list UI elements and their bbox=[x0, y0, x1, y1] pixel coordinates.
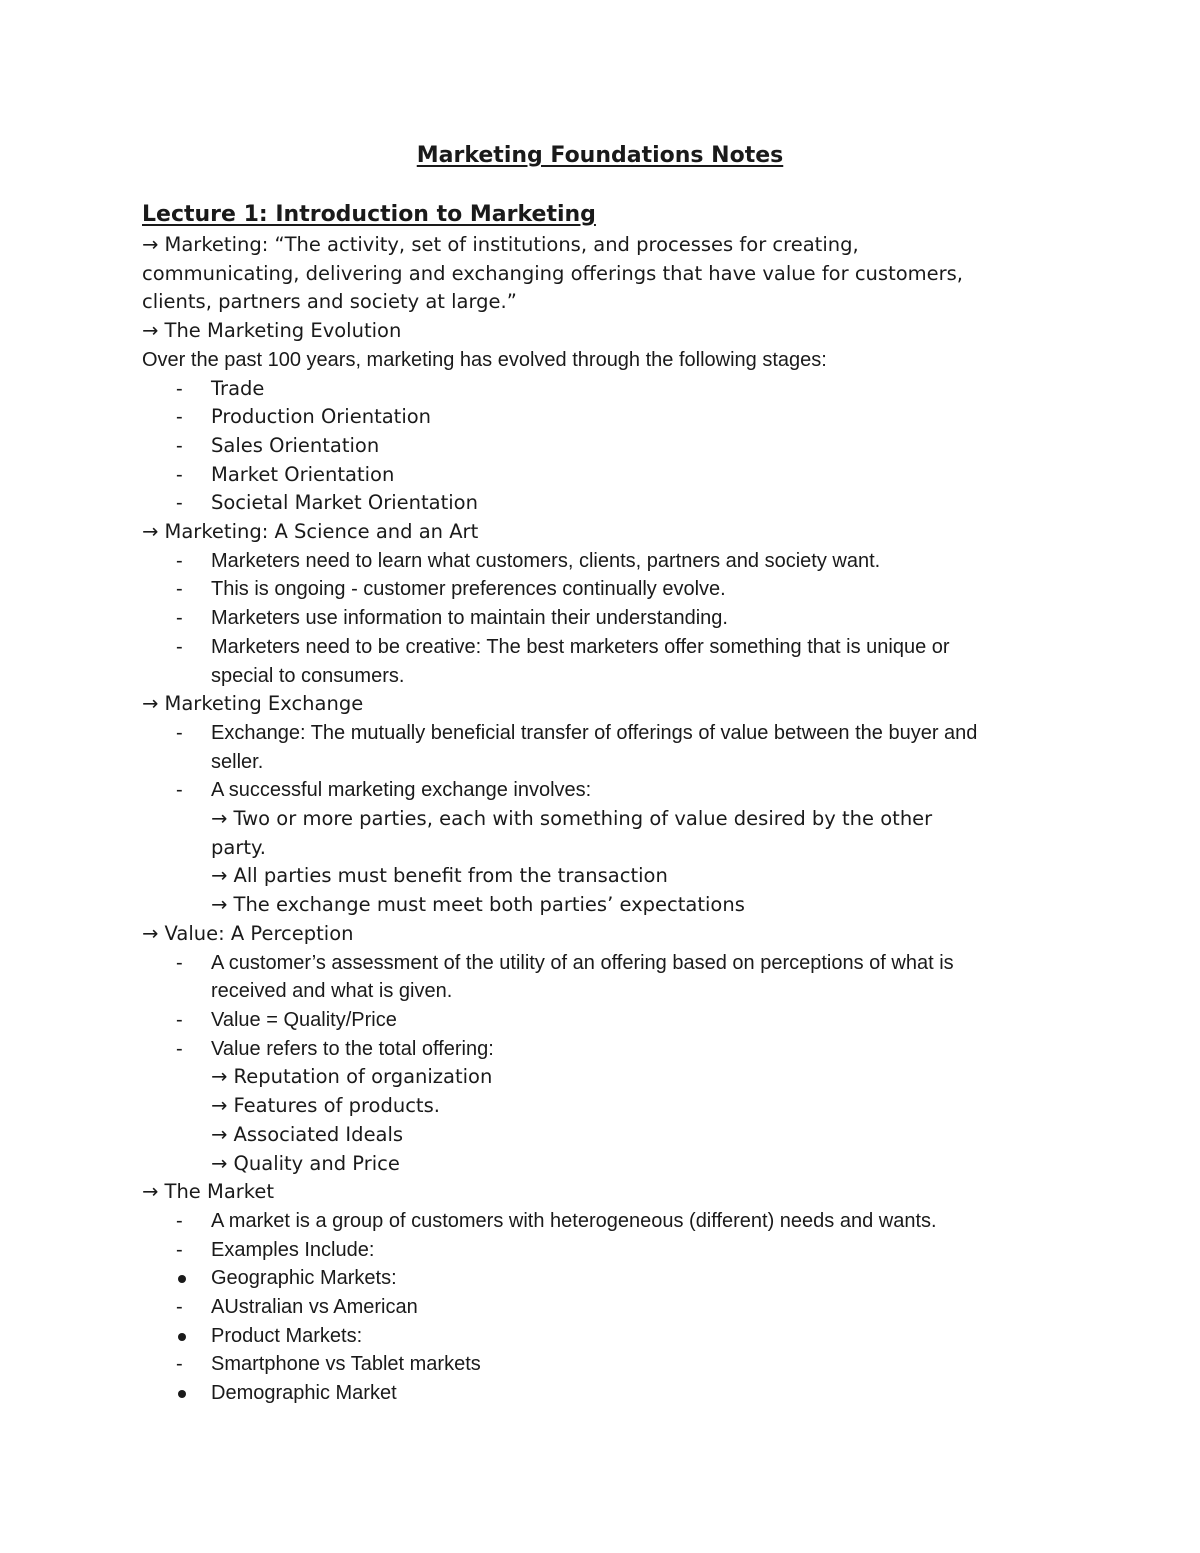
line-text: A successful marketing exchange involves: bbox=[211, 779, 592, 802]
dash-marker: - bbox=[176, 549, 183, 572]
dash-marker: - bbox=[176, 463, 183, 486]
line-text: → All parties must benefit from the transaction bbox=[211, 864, 668, 888]
arrow-section-line bbox=[142, 1178, 1072, 1207]
line-text: seller. bbox=[211, 750, 264, 773]
dash-marker: - bbox=[176, 779, 183, 802]
dash-list-item bbox=[142, 432, 1072, 461]
line-text: → Quality and Price bbox=[211, 1151, 400, 1175]
dash-list-item bbox=[142, 776, 1072, 805]
dash-list-item bbox=[142, 633, 1072, 662]
dash-marker: - bbox=[176, 377, 183, 400]
sub-arrow-item bbox=[142, 1121, 1072, 1150]
line-text: Value = Quality/Price bbox=[211, 1008, 397, 1031]
sub-arrow-item bbox=[142, 1063, 1072, 1092]
line-text: → Two or more parties, each with something of value desired by the other bbox=[211, 807, 933, 831]
dash-marker: - bbox=[176, 635, 183, 658]
dash-list-item bbox=[142, 489, 1072, 518]
dash-list-item bbox=[142, 1293, 1072, 1322]
line-text: Over the past 100 years, marketing has evolved through the following stages: bbox=[142, 348, 827, 371]
arrow-section-line bbox=[142, 518, 1072, 547]
line-text: This is ongoing - customer preferences continually evolve. bbox=[211, 578, 726, 601]
bullet-list-item bbox=[142, 1379, 1072, 1408]
sub-arrow-item bbox=[142, 891, 1072, 920]
sub-arrow-item bbox=[142, 1092, 1072, 1121]
line-text: special to consumers. bbox=[211, 664, 405, 687]
line-text: Trade bbox=[211, 376, 265, 400]
dash-marker: - bbox=[176, 434, 183, 457]
line-text: → Features of products. bbox=[211, 1094, 440, 1118]
sub-arrow-item bbox=[142, 834, 1072, 863]
list-item-continuation bbox=[142, 748, 1072, 777]
bullet-dot-icon bbox=[178, 1390, 186, 1398]
paragraph-line bbox=[142, 260, 1072, 289]
dash-list-item bbox=[142, 719, 1072, 748]
line-text: → Associated Ideals bbox=[211, 1122, 404, 1146]
line-text: communicating, delivering and exchanging offerings that have value for customers, bbox=[142, 261, 964, 285]
dash-list-item bbox=[142, 1035, 1072, 1064]
dash-list-item bbox=[142, 1006, 1072, 1035]
dash-marker: - bbox=[176, 492, 183, 515]
dash-marker: - bbox=[176, 607, 183, 630]
line-text: party. bbox=[211, 835, 266, 859]
line-text: → Value: A Perception bbox=[142, 921, 354, 945]
dash-marker: - bbox=[176, 1353, 183, 1376]
dash-list-item bbox=[142, 575, 1072, 604]
line-text: Value refers to the total offering: bbox=[211, 1037, 494, 1060]
dash-list-item bbox=[142, 461, 1072, 490]
line-text: → The exchange must meet both parties’ expectations bbox=[211, 893, 745, 917]
arrow-section-line bbox=[142, 920, 1072, 949]
arrow-section-line bbox=[142, 317, 1072, 346]
dash-marker: - bbox=[176, 1296, 183, 1319]
arrow-section-line bbox=[142, 690, 1072, 719]
line-text: Sales Orientation bbox=[211, 433, 380, 457]
paragraph-line bbox=[142, 288, 1072, 317]
sub-arrow-item bbox=[142, 862, 1072, 891]
dash-list-item bbox=[142, 1207, 1072, 1236]
paragraph-line bbox=[142, 346, 1072, 375]
line-text: Smartphone vs Tablet markets bbox=[211, 1353, 481, 1376]
line-text: Demographic Market bbox=[211, 1382, 397, 1405]
line-text: → The Market bbox=[142, 1180, 275, 1204]
line-text: Societal Market Orientation bbox=[211, 491, 478, 515]
line-text: → Marketing: “The activity, set of institutions, and processes for creating, bbox=[142, 233, 859, 256]
bullet-list-item bbox=[142, 1264, 1072, 1293]
sub-arrow-item bbox=[142, 1150, 1072, 1179]
line-text: → The Marketing Evolution bbox=[142, 319, 402, 343]
line-text: clients, partners and society at large.” bbox=[142, 290, 517, 314]
line-text: Product Markets: bbox=[211, 1324, 363, 1347]
line-text: Marketers need to learn what customers, clients, partners and society want. bbox=[211, 549, 881, 572]
line-text: AUstralian vs American bbox=[211, 1296, 418, 1319]
line-text: Marketers use information to maintain their understanding. bbox=[211, 607, 728, 630]
line-text: Market Orientation bbox=[211, 462, 395, 486]
dash-list-item bbox=[142, 1236, 1072, 1265]
arrow-section-line bbox=[142, 231, 1072, 260]
dash-marker: - bbox=[176, 951, 183, 974]
dash-list-item bbox=[142, 604, 1072, 633]
title-text: Marketing Foundations Notes bbox=[416, 143, 784, 168]
dash-list-item bbox=[142, 403, 1072, 432]
notes-lines bbox=[142, 231, 1072, 1408]
bullet-dot-icon bbox=[178, 1333, 186, 1341]
list-item-continuation bbox=[142, 662, 1072, 691]
dash-marker: - bbox=[176, 1238, 183, 1261]
dash-marker: - bbox=[176, 1008, 183, 1031]
line-text: Examples Include: bbox=[211, 1238, 375, 1261]
dash-list-item bbox=[142, 375, 1072, 404]
dash-marker: - bbox=[176, 721, 183, 744]
dash-marker: - bbox=[176, 1037, 183, 1060]
line-text: Geographic Markets: bbox=[211, 1267, 397, 1290]
dash-marker: - bbox=[176, 1209, 183, 1232]
line-text: Marketers need to be creative: The best marketers offer something that is unique or bbox=[211, 635, 950, 658]
bullet-list-item bbox=[142, 1322, 1072, 1351]
dash-list-item bbox=[142, 1350, 1072, 1379]
bullet-dot-icon bbox=[178, 1275, 186, 1283]
line-text: Exchange: The mutually beneficial transfer of offerings of value between the buyer and bbox=[211, 721, 978, 744]
line-text: received and what is given. bbox=[211, 980, 453, 1003]
dash-marker: - bbox=[176, 406, 183, 429]
lecture-heading: Lecture 1: Introduction to Marketing bbox=[142, 202, 596, 227]
line-text: → Reputation of organization bbox=[211, 1065, 493, 1089]
dash-marker: - bbox=[176, 578, 183, 601]
list-item-continuation bbox=[142, 977, 1072, 1006]
line-text: → Marketing: A Science and an Art bbox=[142, 520, 479, 544]
line-text: A market is a group of customers with heterogeneous (different) needs and wants. bbox=[211, 1209, 937, 1232]
notes-body bbox=[142, 199, 1072, 1408]
sub-arrow-item bbox=[142, 805, 1072, 834]
dash-list-item bbox=[142, 547, 1072, 576]
line-text: Production Orientation bbox=[211, 405, 432, 429]
dash-list-item bbox=[142, 949, 1072, 978]
line-text: A customer’s assessment of the utility of an offering based on perceptions of what is bbox=[211, 951, 954, 974]
document-title bbox=[0, 140, 1200, 172]
line-text: → Marketing Exchange bbox=[142, 692, 364, 716]
